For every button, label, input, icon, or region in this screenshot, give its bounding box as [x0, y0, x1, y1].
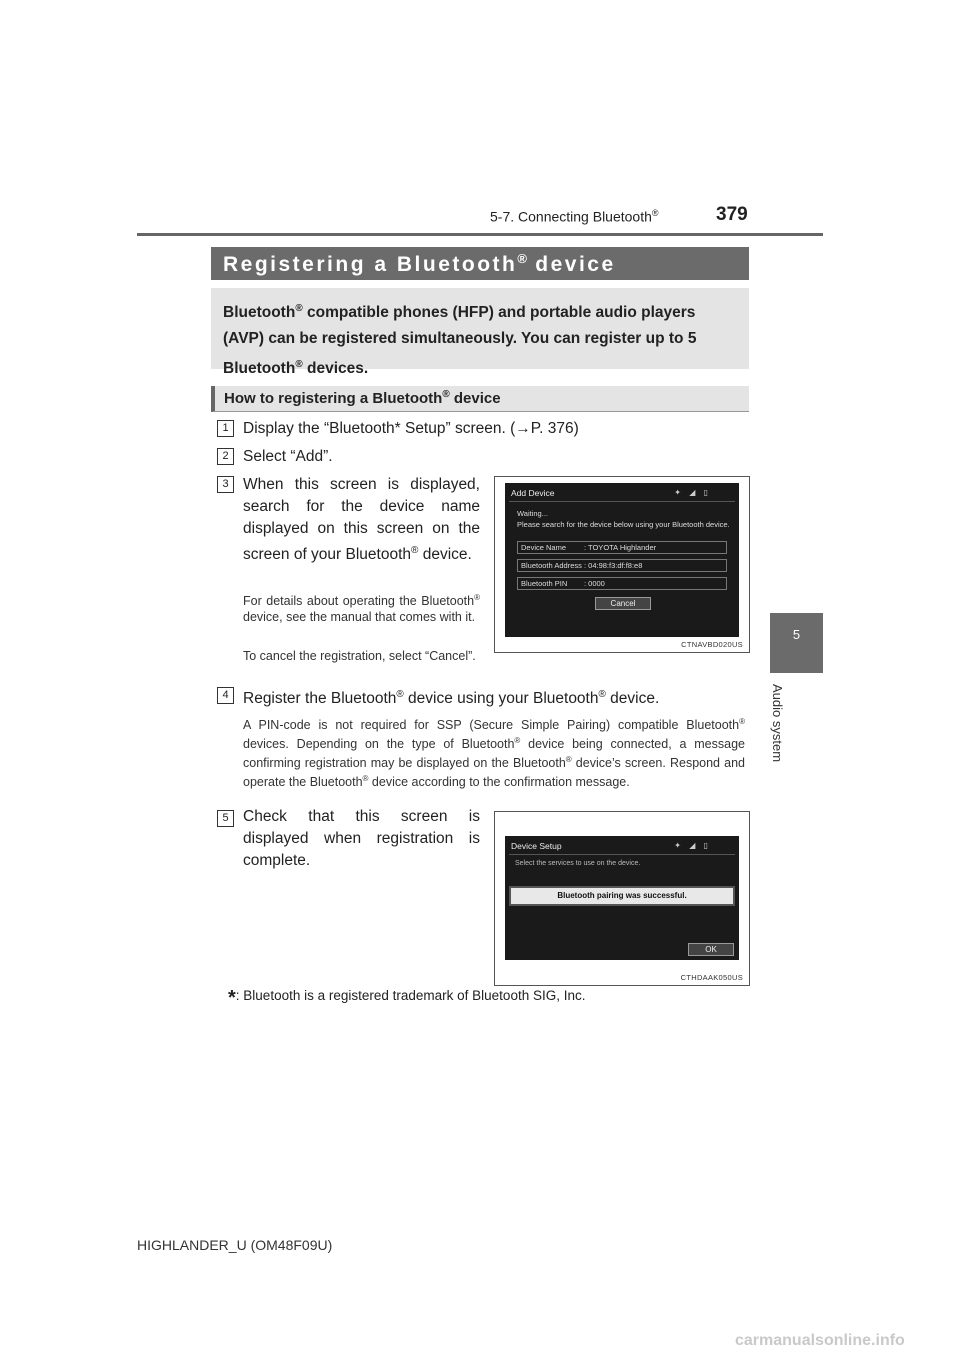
screen-divider [509, 501, 735, 502]
step-text: Display the “Bluetooth* Setup” screen. (→P. 376) [243, 420, 579, 437]
figure-code: CTNAVBD020US [681, 640, 743, 649]
pairing-success-popup: Bluetooth pairing was successful. [509, 886, 735, 906]
cancel-button: Cancel [595, 597, 651, 610]
header-rule [137, 233, 823, 236]
step-number: 2 [217, 448, 234, 465]
screen-add-device [505, 483, 739, 637]
bluetooth-address-row: Bluetooth Address : 04:98:f3:df:f8:e8 [517, 559, 727, 572]
chapter-title: 5-7. Connecting Bluetooth® [490, 208, 659, 225]
device-name-row: Device Name : TOYOTA Highlander [517, 541, 727, 554]
chapter-tab-label: Audio system [770, 684, 785, 763]
footnote: *: Bluetooth is a registered trademark of Bluetooth SIG, Inc. [228, 987, 586, 1009]
step-note: For details about operating the Bluetooth® device, see the manual that comes with it. [243, 593, 480, 625]
step-number: 4 [217, 687, 234, 704]
figure-add-device [494, 476, 750, 653]
watermark: carmanualsonline.info [735, 1332, 905, 1349]
ok-button: OK [688, 943, 734, 956]
chapter-tab: 5 [770, 613, 823, 673]
step-note: A PIN-code is not required for SSP (Secure Simple Pairing) compatible Bluetooth® devices. Depending on the type of Bluetooth® device being connected, a message confirming registration may be displayed on the Bluetooth® device’s screen. Respond and operate the Bluetooth® device according to the confirmation message. [243, 717, 745, 790]
step-text: Select “Add”. [243, 448, 333, 465]
intro-box: Bluetooth® compatible phones (HFP) and portable audio players (AVP) can be registered simultaneously. You can register up to 5 Bluetooth® devices. [211, 288, 749, 369]
status-icons: ✦ ◢ ▯ [674, 841, 711, 850]
step-text: Check that this screen is displayed when registration is complete. [243, 808, 480, 869]
step-text: Register the Bluetooth® device using your Bluetooth® device. [243, 689, 660, 708]
figure-device-setup [494, 811, 750, 986]
section-title: Registering a Bluetooth® device [211, 247, 749, 280]
status-icons: ✦ ◢ ▯ [674, 488, 711, 497]
step-number: 5 [217, 810, 234, 827]
screen-title: Add Device [511, 488, 555, 498]
step-number: 1 [217, 420, 234, 437]
page-number: 379 [716, 204, 748, 225]
step-text: When this screen is displayed, search for the device name displayed on this screen on the screen of your Bluetooth® device. [243, 476, 480, 564]
screen-device-setup [505, 836, 739, 960]
screen-instruction: Select the services to use on the device. [515, 860, 641, 867]
step-number: 3 [217, 476, 234, 493]
screen-status: Waiting... [517, 509, 548, 518]
bluetooth-pin-row: Bluetooth PIN : 0000 [517, 577, 727, 590]
figure-code: CTHDAAK050US [680, 973, 743, 982]
screen-title: Device Setup [511, 841, 562, 851]
screen-divider [509, 854, 735, 855]
screen-instruction: Please search for the device below using your Bluetooth device. [517, 520, 730, 529]
step-note: To cancel the registration, select “Cancel”. [243, 649, 476, 663]
subheading: How to registering a Bluetooth® device [211, 386, 749, 412]
footer-model: HIGHLANDER_U (OM48F09U) [137, 1237, 333, 1253]
